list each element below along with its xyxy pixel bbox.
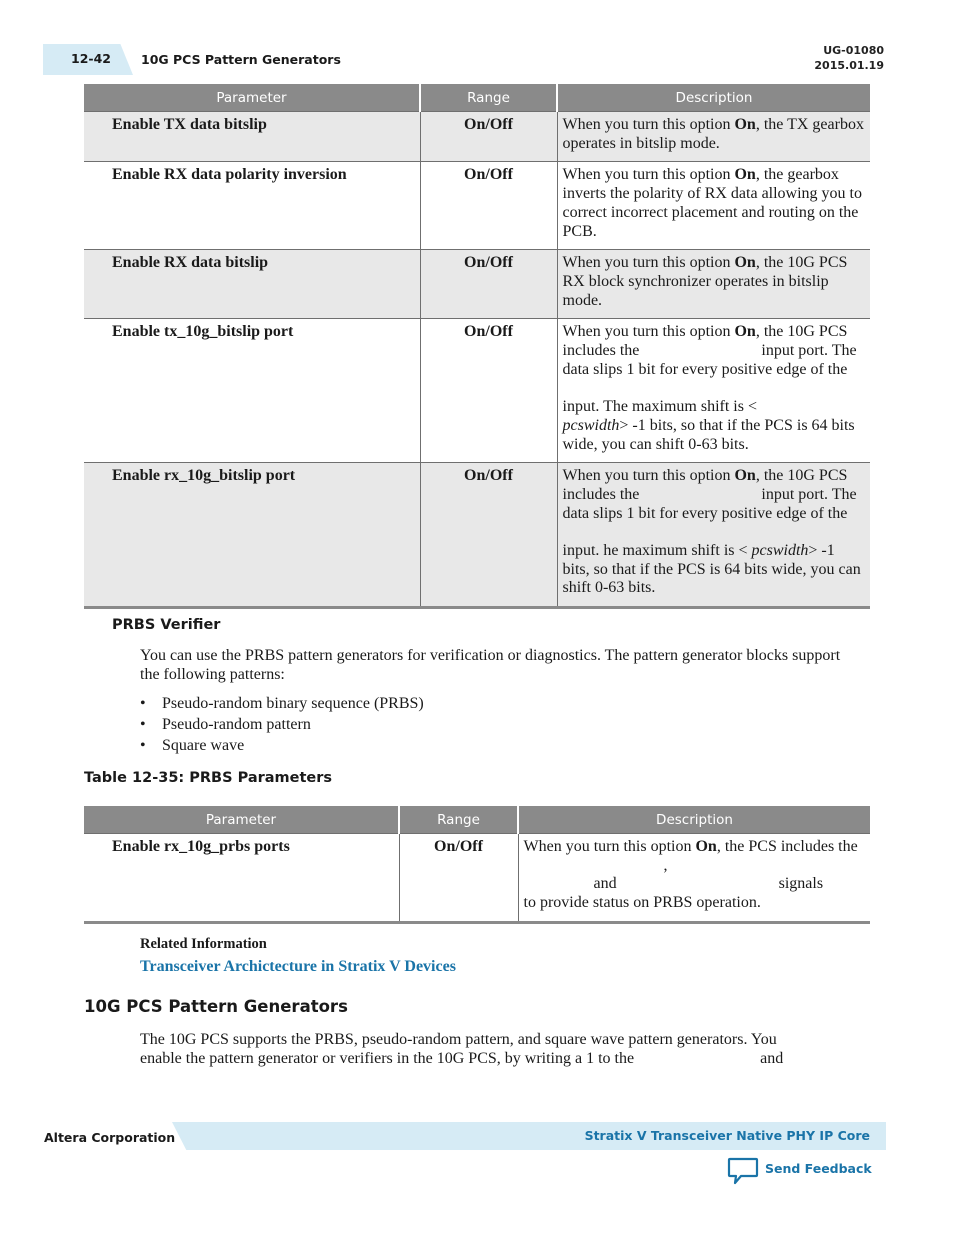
section-paragraph-line-2: enable the pattern generator or verifiers in the 10G PCS, by writing a 1 to the and [140, 1050, 784, 1067]
related-information-heading: Related Information [140, 936, 267, 952]
param-cell: Enable RX data polarity inversion [84, 162, 420, 250]
col-header-description: Description [557, 84, 870, 112]
range-cell: On/Off [399, 834, 518, 923]
col-header-parameter: Parameter [84, 806, 399, 834]
pattern-list [140, 694, 424, 757]
page-number: 12-42 [71, 51, 111, 66]
col-header-parameter: Parameter [84, 84, 420, 112]
range-cell: On/Off [420, 463, 557, 608]
list-item: • Square wave [140, 736, 424, 757]
table-row [84, 319, 870, 463]
doc-identifier [814, 43, 884, 73]
col-header-range: Range [399, 806, 518, 834]
param-cell: Enable rx_10g_bitslip port [84, 463, 420, 608]
table-row [84, 112, 870, 162]
send-feedback-link[interactable]: Send Feedback [765, 1161, 872, 1176]
table-caption: Table 12-35: PRBS Parameters [84, 770, 333, 786]
parameters-table [84, 84, 870, 609]
description-cell: When you turn this option On, the 10G PCS includes the input port. The data slips 1 bit for every positive edge of the input. he maximum shift is < pcswidth> -1 bits, so that if the PCS is 64 bits wide, you can shift 0-63 bits. [557, 463, 870, 608]
range-cell: On/Off [420, 250, 557, 319]
list-item: • Pseudo-random pattern [140, 715, 424, 736]
range-cell: On/Off [420, 319, 557, 463]
prbs-verifier-heading: PRBS Verifier [112, 617, 221, 633]
table-row [84, 463, 870, 608]
prbs-intro-paragraph: You can use the PRBS pattern generators for verification or diagnostics. The pattern generator blocks support the following patterns: [140, 647, 841, 683]
running-title: 10G PCS Pattern Generators [141, 52, 341, 67]
param-cell: Enable RX data bitslip [84, 250, 420, 319]
product-name: Stratix V Transceiver Native PHY IP Core [584, 1128, 870, 1143]
table-row [84, 834, 870, 923]
description-cell: When you turn this option On, the gearbox inverts the polarity of RX data allowing you to correct incorrect placement and routing on the PCB. [557, 162, 870, 250]
prbs-parameters-table [84, 806, 870, 924]
description-cell: When you turn this option On, the TX gearbox operates in bitslip mode. [557, 112, 870, 162]
description-cell: When you turn this option On, the 10G PCS includes the input port. The data slips 1 bit for every positive edge of the input. The maximum shift is < pcswidth> -1 bits, so that if the PCS is 64 bits wide, you can shift 0-63 bits. [557, 319, 870, 463]
doc-date: 2015.01.19 [814, 59, 884, 72]
range-cell: On/Off [420, 162, 557, 250]
table-row [84, 250, 870, 319]
description-cell: When you turn this option On, the 10G PCS RX block synchronizer operates in bitslip mode. [557, 250, 870, 319]
section-heading: 10G PCS Pattern Generators [84, 997, 348, 1016]
doc-id: UG-01080 [823, 44, 884, 57]
param-cell: Enable rx_10g_prbs ports [84, 834, 399, 923]
param-cell: Enable tx_10g_bitslip port [84, 319, 420, 463]
speech-bubble-icon[interactable] [727, 1157, 759, 1190]
col-header-range: Range [420, 84, 557, 112]
list-item: • Pseudo-random binary sequence (PRBS) [140, 694, 424, 715]
range-cell: On/Off [420, 112, 557, 162]
section-paragraph-line-1: The 10G PCS supports the PRBS, pseudo-random pattern, and square wave pattern generators. You [140, 1031, 777, 1048]
param-cell: Enable TX data bitslip [84, 112, 420, 162]
related-link[interactable]: Transceiver Archictecture in Stratix V Devices [140, 958, 456, 975]
table-row [84, 162, 870, 250]
col-header-description: Description [518, 806, 870, 834]
description-cell: When you turn this option On, the PCS includes the, and signals to provide status on PRBS operation. [518, 834, 870, 923]
corporation-name: Altera Corporation [44, 1130, 176, 1145]
